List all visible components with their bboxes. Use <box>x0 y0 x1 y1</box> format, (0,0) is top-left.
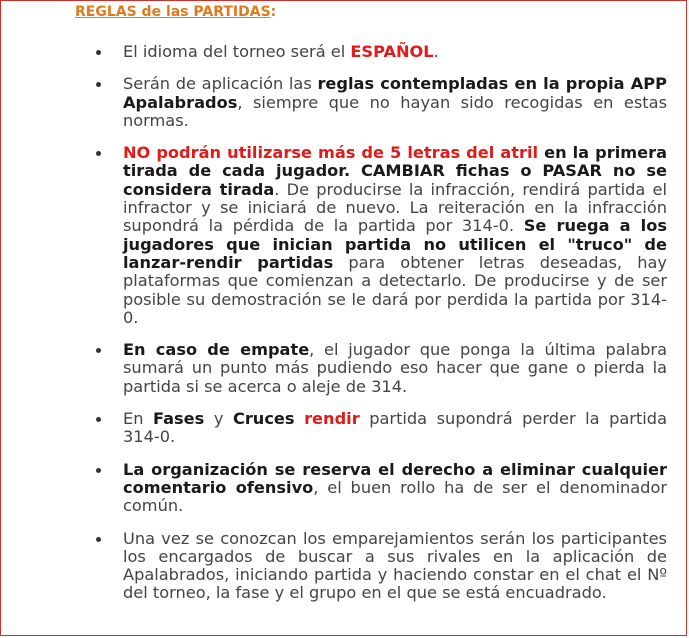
rule-app-rules: Serán de aplicación las reglas contempladas en la propia APP Apalabrados, siempre que no hayan sido recogidas en estas normas. <box>123 74 667 130</box>
section-heading-text: REGLAS de las PARTIDAS <box>75 4 271 20</box>
letter-limit-highlight: NO podrán utilizarse más de 5 letras del atril <box>123 143 539 163</box>
language-highlight: ESPAÑOL <box>350 42 434 61</box>
rendir-highlight: rendir <box>304 409 360 429</box>
rule-letter-limit: NO podrán utilizarse más de 5 letras del atril en la primera tirada de cada jugador. CAMBIAR fichas o PASAR no se considera tirada. De producirse la infracción, rendirá partida el infractor y se iniciará de nuevo. La reiteración en la infracción supondrá la pérdida de la partida por 314-0. Se ruega a los jugadores que inician partida no utilicen el "truco" de lanzar-rendir partidas para obtener letras deseadas, hay plataformas que comienzan a detectarlo. De producirse y de ser posible su demostración se le dará por perdida la partida por 314-0. <box>123 143 668 327</box>
rule-tie: En caso de empate, el jugador que ponga la última palabra sumará un punto más pudiendo eso hacer que gane o pierda la partida si se acerca o aleje de 314. <box>123 340 667 396</box>
rules-list <box>86 33 667 603</box>
rule-phases-crosses: En Fases y Cruces rendir partida supondrá perder la partida 314-0. <box>123 409 667 447</box>
rule-pairings: Una vez se conozcan los emparejamientos serán los participantes los encargados de buscar a sus rivales en la aplicación de Apalabrados, iniciando partida y haciendo constar en el chat el Nº del torneo, la fase y el grupo en el que se está encuadrado. <box>123 528 667 603</box>
rule-language: El idioma del torneo será el ESPAÑOL. <box>123 43 667 61</box>
section-heading-colon: : <box>270 4 277 20</box>
rule-moderation: La organización se reserva el derecho a eliminar cualquier comentario ofensivo, el buen rollo ha de ser el denominador común. <box>123 459 668 516</box>
section-heading <box>75 4 276 20</box>
